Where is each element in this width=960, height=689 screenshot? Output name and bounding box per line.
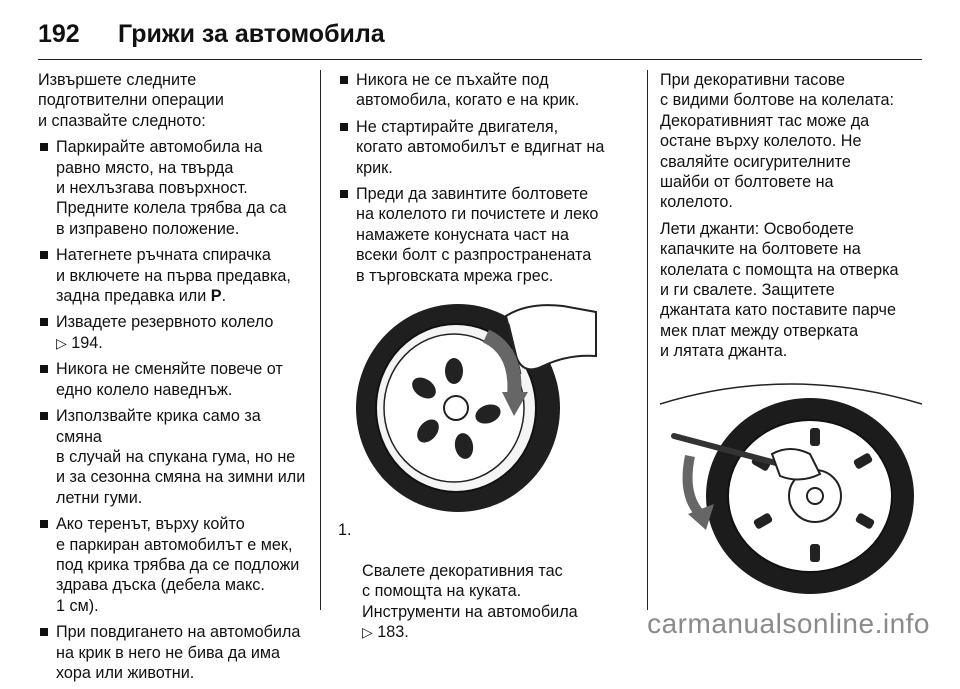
list-item: Използвайте крика само за смяна в случай на спукана гума, но не и за сезонна смяна на зимни или летни гуми.: [38, 406, 308, 508]
gear-letter: P: [210, 287, 222, 306]
intro-paragraph: Извършете следните подготвителни операции и спазвайте следното:: [38, 71, 224, 130]
page-header: [38, 14, 385, 54]
step-text: Свалете декоративния тас с помощта на куката. Инструменти на автомобила: [362, 561, 578, 621]
list-item: При повдигането на автомобила на крик в него не бива да има хора или животни.: [38, 622, 308, 683]
step-item: [338, 520, 613, 642]
bullet-end: .: [221, 287, 227, 306]
header-rule: [38, 59, 922, 60]
list-item: Никога не се пъхайте под автомобила, когато е на крик.: [338, 70, 613, 111]
chapter-title: Грижи за автомобила: [118, 19, 385, 48]
list-item: [38, 245, 308, 306]
page-ref[interactable]: 183.: [377, 623, 409, 642]
wheel-bolt-loosening-illustration: [660, 374, 922, 594]
paragraph-alloy-wheels: Лети джанти: Освободете капачките на болтовете на колелата с помощта на отверка и ги свалете. Защитете джантата като поставите парче мек плат между отверката и лятата джанта.: [660, 219, 899, 361]
bullet-text: Натегнете ръчната спирачка и включете на първа предавка, задна предавка или: [56, 246, 291, 306]
column-left: [38, 70, 308, 689]
list-item: Паркирайте автомобила на равно място, на твърда и нехлъзгава повърхност. Предните колела трябва да са в изправено положение.: [38, 137, 308, 239]
page-ref-icon: ▷: [56, 334, 67, 351]
column-middle: [338, 70, 613, 643]
page-ref[interactable]: 194.: [71, 333, 103, 352]
list-item: Никога не сменяйте повече от едно колело наведнъж.: [38, 359, 308, 400]
hubcap-removal-illustration: [338, 296, 606, 514]
page-ref-icon: ▷: [362, 624, 373, 641]
column-divider-2: [647, 70, 648, 610]
site-watermark: carmanualsonline.info: [647, 608, 930, 639]
list-item: Не стартирайте двигателя, когато автомобилът е вдигнат на крик.: [338, 117, 613, 178]
list-item: Преди да завинтите болтовете на колелото ги почистете и леко намажете конусната част на всеки болт с разпространената в търговската мрежа грес.: [338, 184, 613, 286]
page-number: 192: [38, 19, 80, 48]
column-right: [660, 70, 920, 594]
step-number: 1.: [338, 521, 352, 540]
list-item: Ако теренът, върху който е паркиран автомобилът е мек, под крика трябва да се подложи здрава дъска (дебела макс. 1 см).: [38, 514, 308, 616]
list-item: [38, 312, 308, 353]
column-divider-1: [320, 70, 321, 610]
paragraph-decorative-caps: При декоративни тасове с видими болтове на колелата: Декоративният тас може да остане върху колелото. Не сваляйте осигурителните шайби от болтовете на колелото.: [660, 71, 894, 212]
bullet-text: Извадете резервното колело: [56, 313, 274, 332]
